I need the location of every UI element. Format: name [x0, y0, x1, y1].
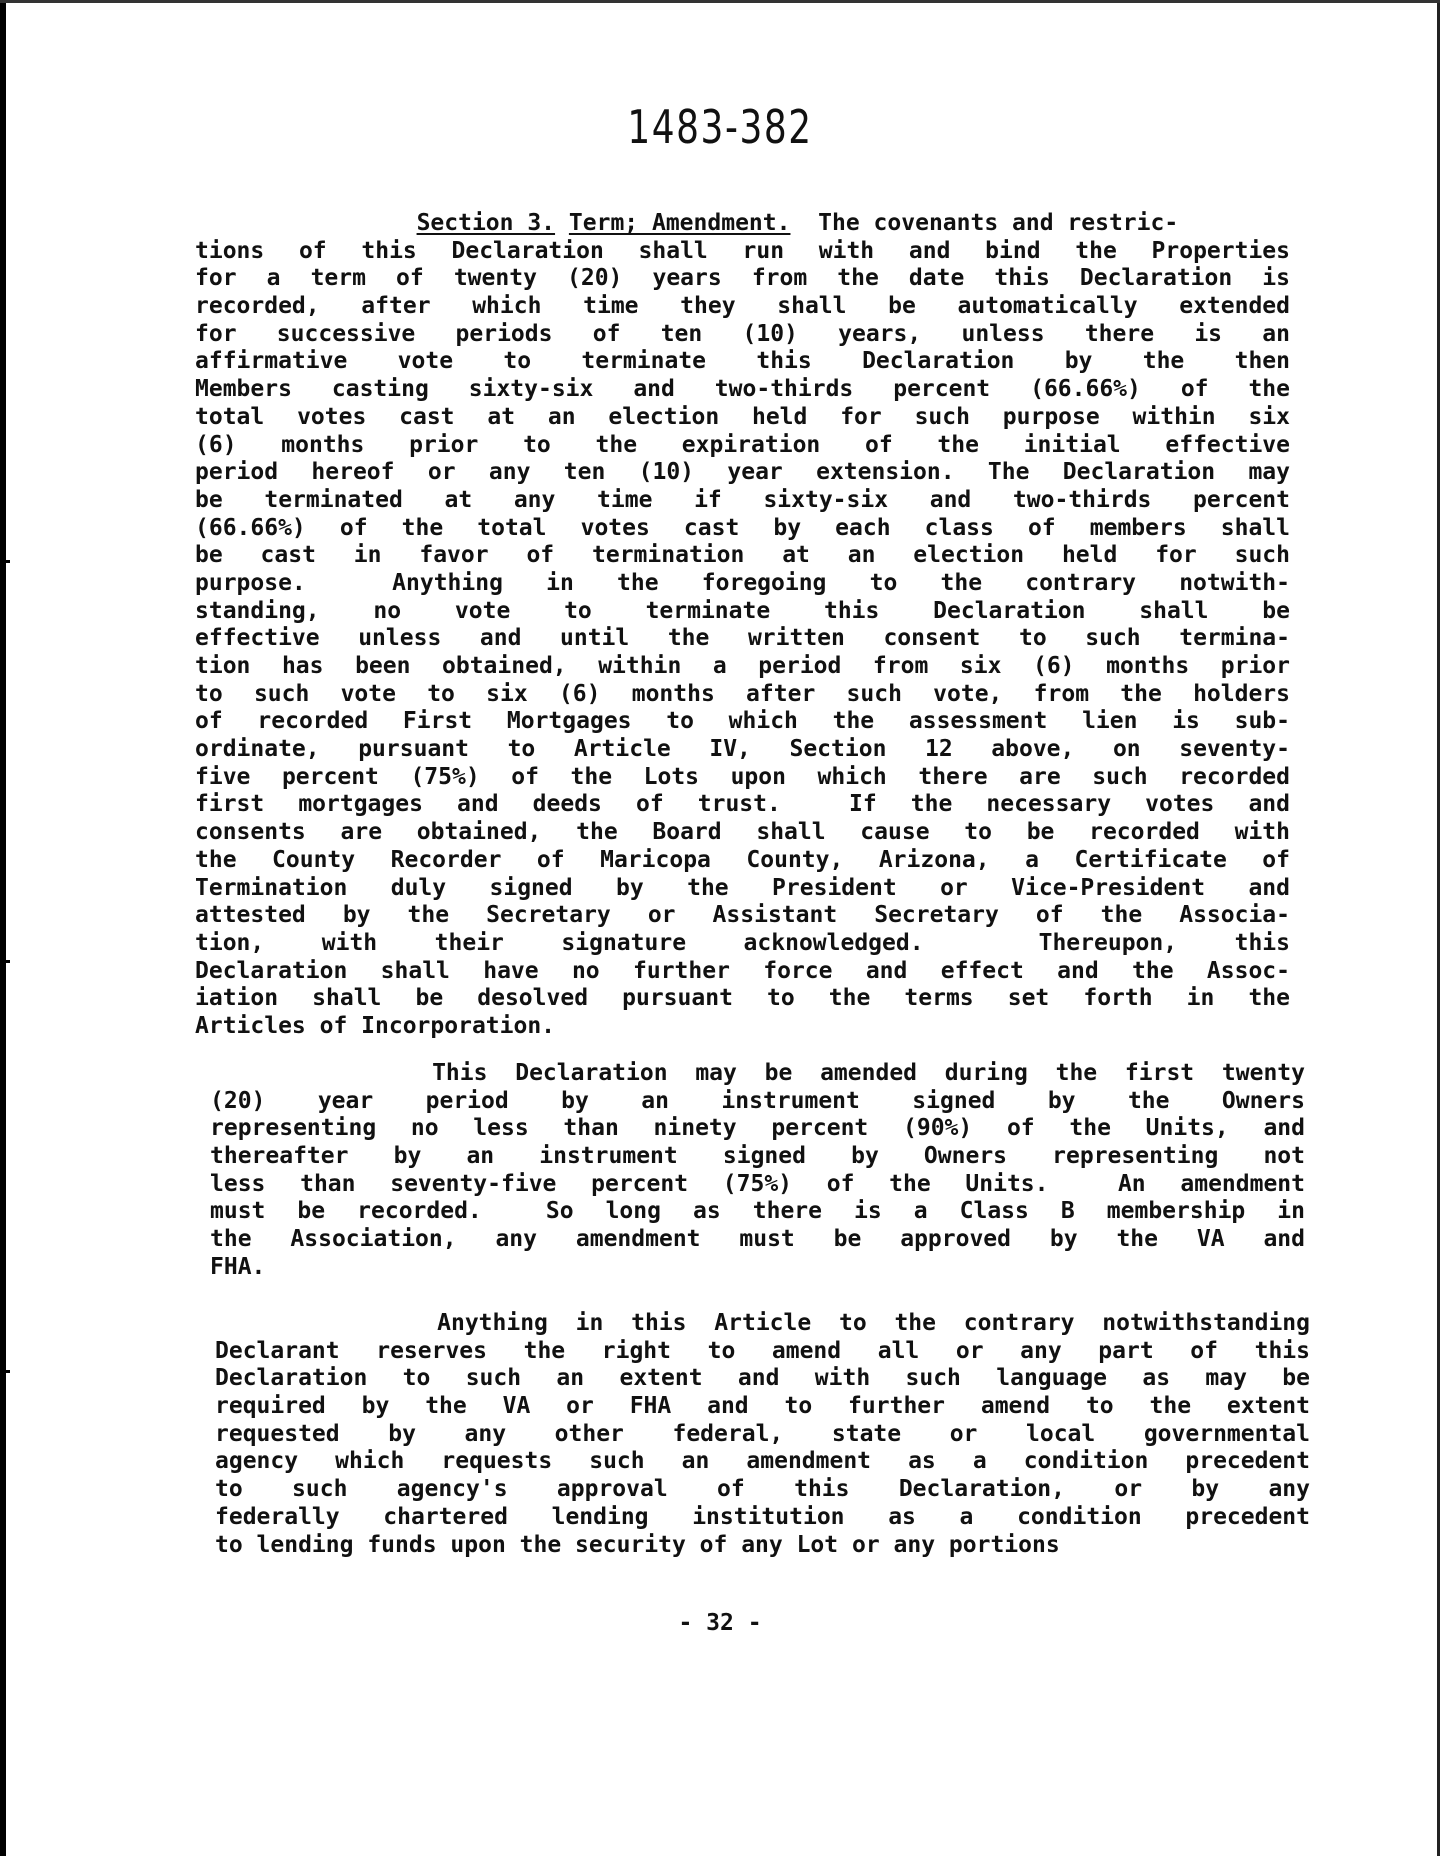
text-line: affirmative vote to terminate this Declaration by the then	[195, 348, 1290, 375]
section-heading: Section 3.	[416, 210, 556, 236]
text-line: first mortgages and deeds of trust. If the necessary votes and	[195, 791, 1290, 818]
text-line: to lending funds upon the security of any Lot or any portions	[215, 1531, 1060, 1558]
text-line: for successive periods of ten (10) years, unless there is an	[195, 320, 1290, 347]
scan-border-left	[0, 0, 6, 1856]
scan-mark	[0, 1370, 10, 1373]
scan-border-top	[0, 0, 1440, 3]
text-line: five percent (75%) of the Lots upon which there are such recorded	[195, 763, 1290, 790]
paragraph-declarant-rights	[215, 1310, 1310, 1559]
text-line: must be recorded. So long as there is a Class B membership in	[210, 1198, 1305, 1225]
section-title: Term; Amendment.	[568, 210, 791, 236]
document-number: 1483-382	[627, 100, 813, 154]
text-line: period hereof or any ten (10) year extension. The Declaration may	[195, 459, 1290, 486]
scan-mark	[0, 560, 10, 563]
text-line: recorded, after which time they shall be automatically extended	[195, 293, 1290, 320]
text-line: (66.66%) of the total votes cast by each class of members shall	[195, 514, 1290, 541]
text-line: to such vote to six (6) months after such vote, from the holders	[195, 680, 1290, 707]
text-line: federally chartered lending institution as a condition precedent	[215, 1503, 1310, 1530]
text-line: requested by any other federal, state or local governmental	[215, 1420, 1310, 1447]
text-line: tion has been obtained, within a period from six (6) months prior	[195, 653, 1290, 679]
text-line: for a term of twenty (20) years from the date this Declaration is	[195, 265, 1290, 292]
text-line: This Declaration may be amended during the first twenty	[210, 1060, 1305, 1086]
text-line: (6) months prior to the expiration of the initial effective	[195, 431, 1290, 458]
text-line: required by the VA or FHA and to further amend to the extent	[215, 1393, 1310, 1420]
text-line: effective unless and until the written consent to such termina-	[195, 625, 1290, 652]
text-line: the Association, any amendment must be approved by the VA and	[210, 1226, 1305, 1253]
page-number: - 32 -	[678, 1610, 762, 1636]
text-line: iation shall be desolved pursuant to the terms set forth in the	[195, 985, 1290, 1012]
text-line: purpose. Anything in the foregoing to the contrary notwith-	[195, 569, 1290, 596]
paragraph-amendment-approval	[210, 1060, 1305, 1282]
text-line: representing no less than ninety percent (90%) of the Units, and	[210, 1115, 1305, 1142]
paragraph-first-line	[195, 210, 1290, 238]
text-line: Members casting sixty-six and two-thirds percent (66.66%) of the	[195, 376, 1290, 403]
text-line: Declaration shall have no further force and effect and the Assoc-	[195, 957, 1290, 984]
text-line: tion, with their signature acknowledged. Thereupon, this	[195, 929, 1290, 956]
text-line: agency which requests such an amendment as a condition precedent	[215, 1448, 1310, 1475]
text-line: the County Recorder of Maricopa County, Arizona, a Certificate of	[195, 846, 1290, 873]
text-line: total votes cast at an election held for such purpose within six	[195, 403, 1290, 430]
text-line: standing, no vote to terminate this Declaration shall be	[195, 597, 1290, 624]
text-line: thereafter by an instrument signed by Owners representing not	[210, 1143, 1305, 1170]
text-line: Declarant reserves the right to amend all or any part of this	[215, 1337, 1310, 1364]
text-line: FHA.	[210, 1253, 266, 1280]
text-line: (20) year period by an instrument signed by the Owners	[210, 1087, 1305, 1114]
text-line: less than seventy-five percent (75%) of the Units. An amendment	[210, 1170, 1305, 1197]
paragraph-first-line-tail: The covenants and restric-	[790, 210, 1179, 236]
text-line: of recorded First Mortgages to which the assessment lien is sub-	[195, 708, 1290, 735]
text-line: consents are obtained, the Board shall cause to be recorded with	[195, 819, 1290, 846]
text-line: tions of this Declaration shall run with and bind the Properties	[195, 237, 1290, 264]
text-line: Articles of Incorporation.	[195, 1012, 556, 1039]
text-line: attested by the Secretary or Assistant Secretary of the Associa-	[195, 902, 1290, 929]
text-line: be terminated at any time if sixty-six and two-thirds percent	[195, 486, 1290, 513]
text-line: ordinate, pursuant to Article IV, Section 12 above, on seventy-	[195, 736, 1290, 763]
text-line: Anything in this Article to the contrary notwithstanding	[215, 1310, 1310, 1336]
text-line: to such agency's approval of this Declaration, or by any	[215, 1476, 1310, 1503]
paragraph-term-amendment	[195, 210, 1290, 1041]
scan-mark	[0, 960, 10, 963]
text-line: Declaration to such an extent and with such language as may be	[215, 1365, 1310, 1392]
text-line: be cast in favor of termination at an election held for such	[195, 542, 1290, 569]
text-line: Termination duly signed by the President or Vice-President and	[195, 874, 1290, 901]
